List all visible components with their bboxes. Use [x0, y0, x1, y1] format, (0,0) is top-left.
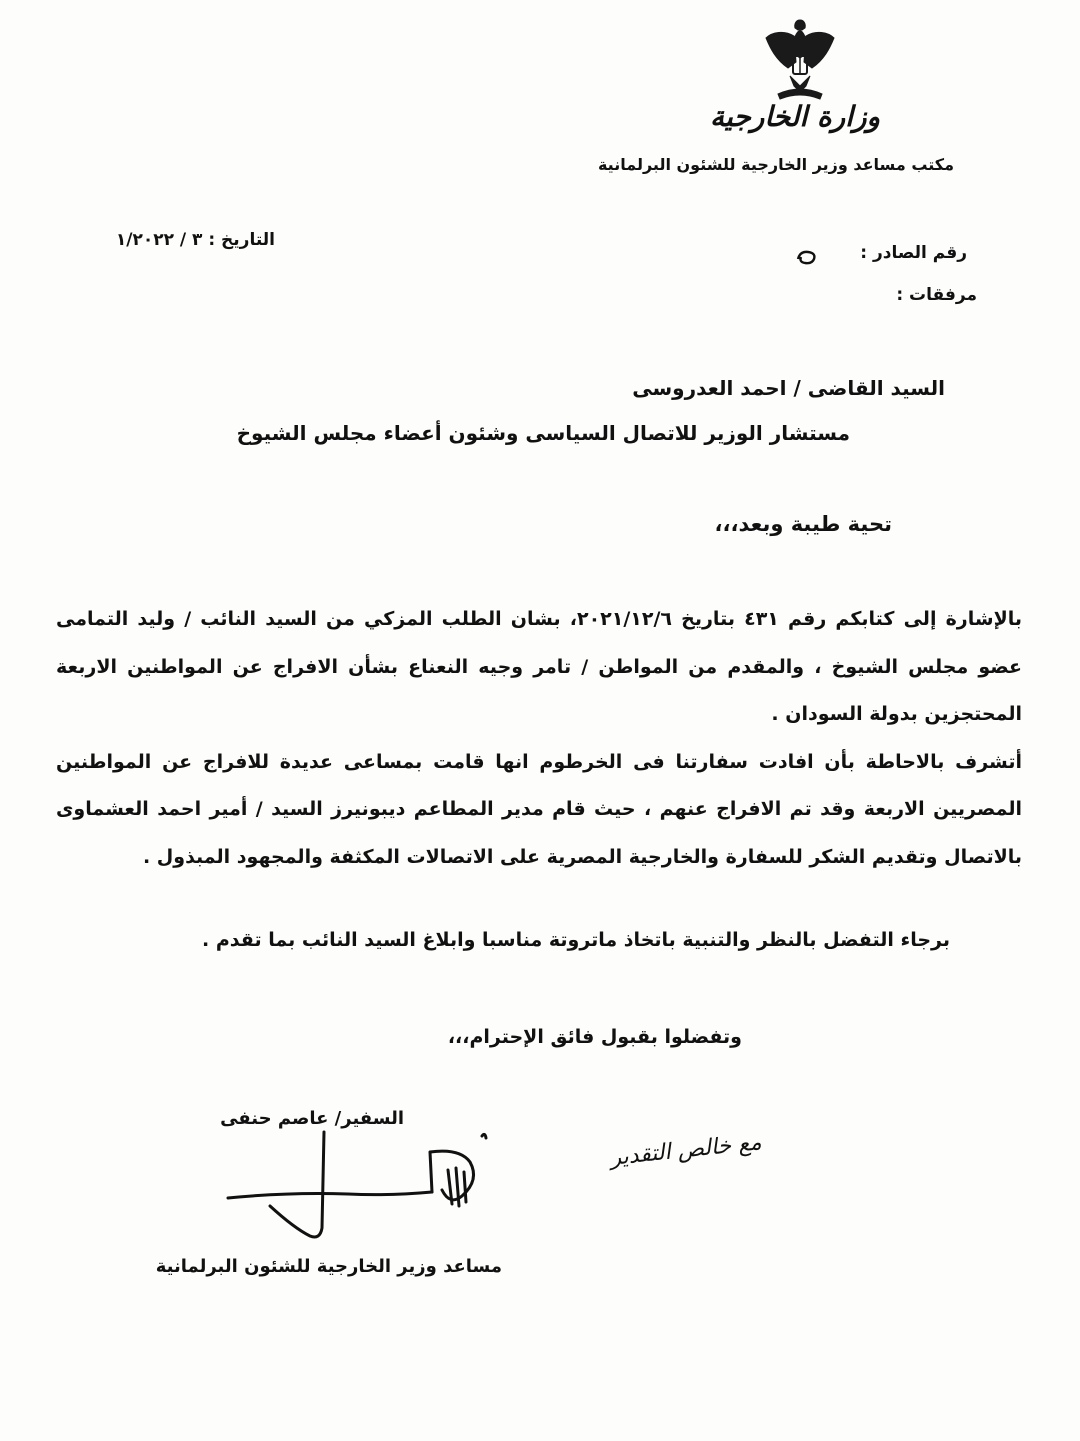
letter-body — [56, 596, 1022, 881]
handwritten-note: مع خالص التقدير — [609, 1130, 763, 1171]
office-title: مكتب مساعد وزير الخارجية للشئون البرلمانية — [597, 155, 954, 174]
ministry-logo-text: وزارة الخارجية — [710, 100, 880, 133]
body-paragraph-1: بالإشارة إلى كتابكم رقم ٤٣١ بتاريخ ٢٠٢١/١٢/٦، بشان الطلب المزكي من السيد النائب / وليد التمامى عضو مجلس الشيوخ ، والمقدم من المواطن / تامر وجيه النعناع بشأن الافراج عن المواطنين الاربعة المحتجزين بدولة السودان . — [56, 608, 1022, 725]
outgoing-number-mark-icon — [792, 247, 822, 267]
addressee-name: السيد القاضى / احمد العدروسى — [632, 376, 945, 400]
greeting: تحية طيبة وبعد،،، — [714, 512, 892, 536]
document-date: التاريخ : ٣ / ١/٢٠٢٢ — [115, 230, 275, 250]
attachments-label: مرفقات : — [896, 285, 977, 305]
eagle-emblem-icon — [764, 16, 836, 106]
ambassador-name: السفير/ عاصم حنفى — [220, 1108, 404, 1129]
signatory-title: مساعد وزير الخارجية للشئون البرلمانية — [155, 1256, 502, 1277]
body-paragraph-2: أتشرف بالاحاطة بأن افادت سفارتنا فى الخرطوم انها قامت بمساعى عديدة للافراج عن المواطنين المصريين الاربعة وقد تم الافراج عنهم ، حيث قام مدير المطاعم ديبونيرز السيد / أمير احمد العشماوى بالاتصال وتقديم الشكر للسفارة والخارجية المصرية على الاتصالات المكثفة والمجهود المبذول . — [56, 750, 1022, 868]
request-line: برجاء التفضل بالنظر والتنبية باتخاذ ماتروتة مناسبا وابلاغ السيد النائب بما تقدم . — [202, 929, 950, 951]
handwritten-signature-icon — [220, 1128, 510, 1248]
outgoing-number-label: رقم الصادر : — [860, 243, 967, 263]
closing-line: وتفضلوا بقبول فائق الإحترام،،، — [447, 1026, 742, 1048]
addressee-title: مستشار الوزير للاتصال السياسى وشئون أعضاء مجلس الشيوخ — [236, 421, 850, 445]
